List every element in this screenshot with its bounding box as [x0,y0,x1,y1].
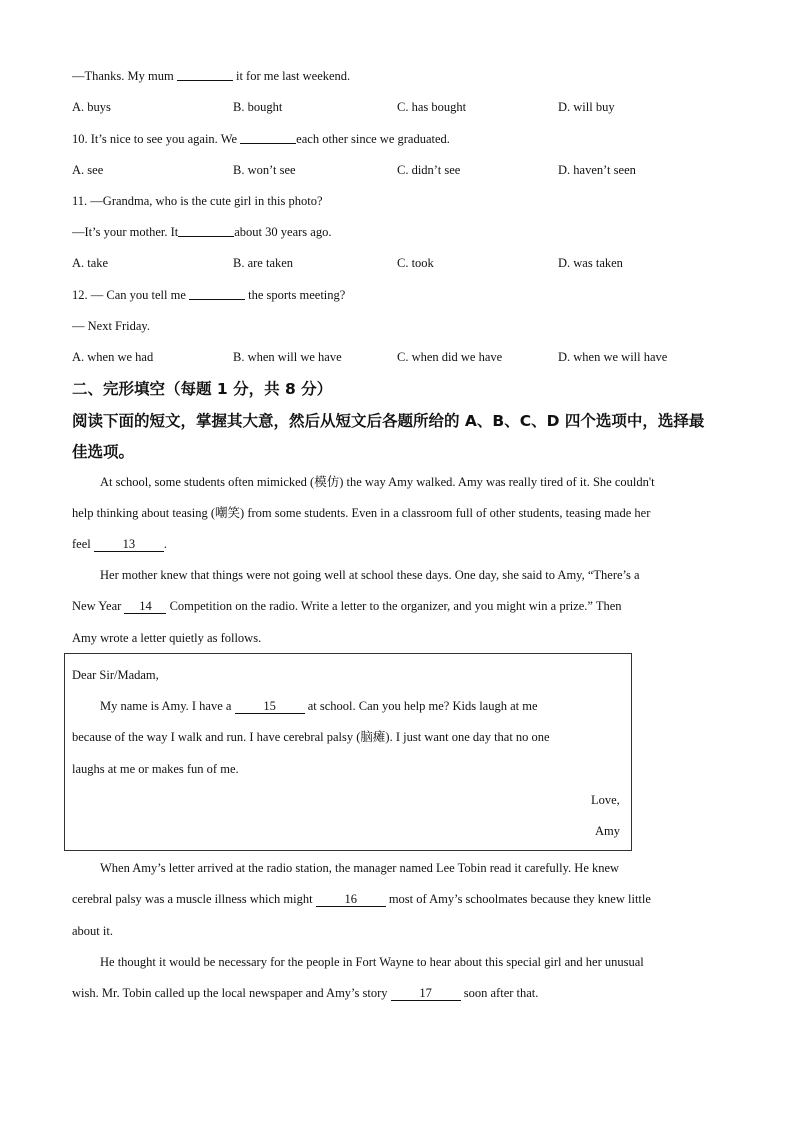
q11-option-b[interactable]: B. are taken [233,256,294,270]
passage-p1-line1: At school, some students often mimicked (模仿) the way Amy walked. Amy was really tired of it. She couldn't [100,475,655,489]
q11-option-d[interactable]: D. was taken [558,256,623,270]
passage-p1-line3-after: . [163,537,167,551]
q12-option-d[interactable]: D. when we will have [558,350,668,364]
passage-p2-line2-before: New Year [72,599,122,613]
passage-p3-line2 [72,891,651,907]
q10-option-d[interactable]: D. haven’t seen [558,163,636,177]
q11-stem: 11. —Grandma, who is the cute girl in this photo? [72,194,323,208]
q9-option-b[interactable]: B. bought [233,100,283,114]
q12-stem-after: the sports meeting? [248,288,346,302]
q9-reply-before: —Thanks. My mum [72,69,174,83]
q12-option-a[interactable]: A. when we had [72,350,154,364]
letter-signature: Amy [595,824,620,838]
letter-line1-before: My name is Amy. I have a [100,699,232,713]
blank-13[interactable]: 13 [94,537,164,552]
q9-option-d[interactable]: D. will buy [558,100,615,114]
passage-p3-line2-before: cerebral palsy was a muscle illness which might [72,892,313,906]
passage-p3-line1: When Amy’s letter arrived at the radio station, the manager named Lee Tobin read it carefully. He knew [100,861,620,875]
q11-blank[interactable] [178,224,234,237]
passage-p3-line2-after: most of Amy’s schoolmates because they knew little [388,892,651,906]
q9-blank[interactable] [177,68,233,81]
passage-p4-line1: He thought it would be necessary for the people in Fort Wayne to hear about this special girl and her unusual [100,955,644,969]
q11-option-c[interactable]: C. took [397,256,434,270]
q9-reply [72,68,350,84]
letter-salutation: Dear Sir/Madam, [72,668,159,682]
passage-p1-line3-before: feel [72,537,91,551]
letter-closing: Love, [591,793,620,807]
q11-reply-after: about 30 years ago. [234,225,332,239]
passage-p2-line2-after: Competition on the radio. Write a letter to the organizer, and you might win a prize.” Then [169,599,622,613]
q10-option-c[interactable]: C. didn’t see [397,163,461,177]
q10-stem-after: each other since we graduated. [296,132,450,146]
q10-option-b[interactable]: B. won’t see [233,163,296,177]
q9-reply-after: it for me last weekend. [235,69,351,83]
q11-reply [72,224,331,240]
letter-line1 [100,698,538,714]
section-heading: 二、完形填空（每题 1 分，共 8 分） [72,380,333,398]
passage-p1-line2: help thinking about teasing (嘲笑) from some students. Even in a classroom full of other students, teasing made her [72,506,651,520]
q10-option-a[interactable]: A. see [72,163,104,177]
passage-p4-line2-after: soon after that. [463,986,539,1000]
blank-16[interactable]: 16 [316,892,386,907]
q12-option-b[interactable]: B. when will we have [233,350,342,364]
passage-p1-line3 [72,536,167,552]
q12-blank[interactable] [189,287,245,300]
q9-option-c[interactable]: C. has bought [397,100,467,114]
passage-p4-line2-before: wish. Mr. Tobin called up the local newspaper and Amy’s story [72,986,388,1000]
letter-line3: laughs at me or makes fun of me. [72,762,239,776]
passage-p4-line2 [72,985,538,1001]
section-instruction-line2: 佳选项。 [72,443,135,461]
blank-15[interactable]: 15 [235,699,305,714]
passage-p2-line3: Amy wrote a letter quietly as follows. [72,631,262,645]
passage-p3-line3: about it. [72,924,113,938]
blank-17[interactable]: 17 [391,986,461,1001]
q12-stem-before: 12. — Can you tell me [72,288,186,302]
q11-option-a[interactable]: A. take [72,256,109,270]
q12-reply: — Next Friday. [72,319,150,333]
q10-stem [72,131,450,147]
section-instruction-line1: 阅读下面的短文，掌握其大意，然后从短文后各题所给的 A、B、C、D 四个选项中，选择最 [72,412,705,430]
q10-stem-before: 10. It’s nice to see you again. We [72,132,238,146]
passage-p2-line1: Her mother knew that things were not going well at school these days. One day, she said to Amy, “There’s a [100,568,640,582]
blank-14[interactable]: 14 [124,599,166,614]
q12-stem [72,287,345,303]
letter-line2: because of the way I walk and run. I have cerebral palsy (脑瘫). I just want one day that no one [72,730,550,744]
q11-reply-before: —It’s your mother. It [72,225,179,239]
q9-option-a[interactable]: A. buys [72,100,111,114]
q10-blank[interactable] [240,131,296,144]
letter-line1-after: at school. Can you help me? Kids laugh at me [307,699,538,713]
passage-p2-line2 [72,598,622,614]
q12-option-c[interactable]: C. when did we have [397,350,503,364]
